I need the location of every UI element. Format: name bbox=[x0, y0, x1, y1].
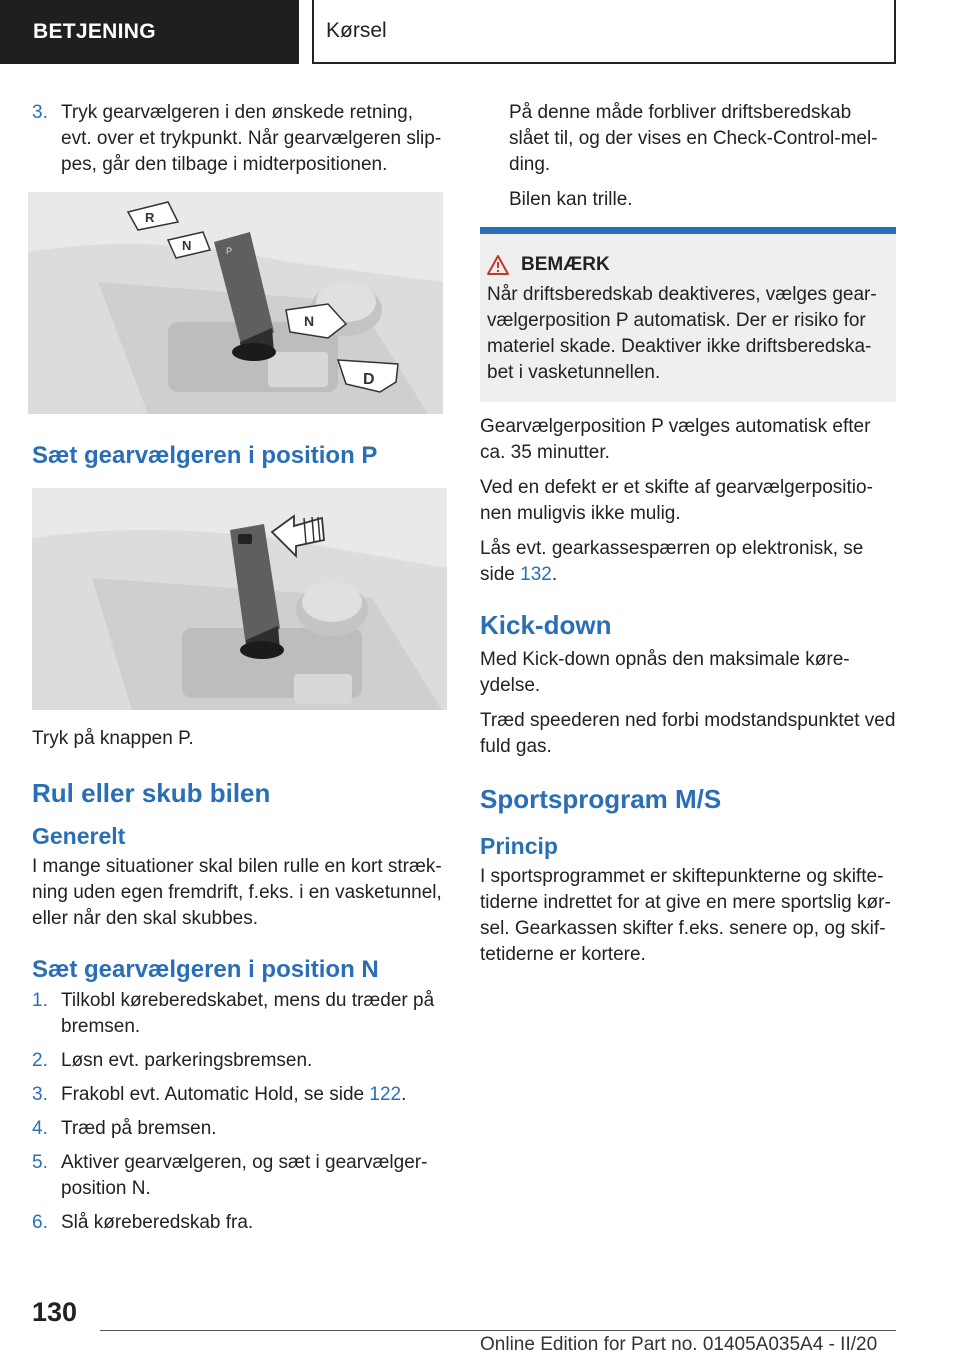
note-header bbox=[487, 254, 889, 276]
step-text-end: . bbox=[401, 1084, 407, 1105]
step-number: 3. bbox=[32, 102, 48, 123]
arrow-label-d: D bbox=[363, 371, 375, 388]
page-link-132[interactable]: 132 bbox=[520, 564, 552, 585]
step-list-n bbox=[32, 988, 447, 1236]
list-item bbox=[32, 100, 447, 178]
paragraph: I sportsprogrammet er skiftepunkterne og skiftetiderne indrettet for at give en mere sportslig kørsel. Gearkassen skifter f.eks. senere op, og skiftetiderne er kortere. bbox=[480, 866, 891, 965]
step-number: 5. bbox=[32, 1152, 48, 1173]
section-title: BETJENING bbox=[33, 20, 156, 43]
step-text: Tryk gearvælgeren i den ønskede retning, evt. over et trykpunkt. Når gearvælgeren slippes, går den tilbage i midterpositionen. bbox=[61, 102, 442, 175]
warning-icon bbox=[487, 255, 509, 275]
step-number: 6. bbox=[32, 1212, 48, 1233]
list-item bbox=[32, 1210, 447, 1236]
list-item bbox=[32, 1082, 447, 1108]
step-text: Slå køreberedskab fra. bbox=[61, 1212, 254, 1233]
step-text: Tilkobl køreberedskabet, mens du træder på bremsen. bbox=[61, 990, 435, 1037]
continued-step-text bbox=[480, 100, 896, 213]
right-column bbox=[480, 100, 896, 977]
step-text: Aktiver gearvælgeren, og sæt i gearvælgerposition N. bbox=[61, 1152, 428, 1199]
paragraph: Ved en defekt er et skifte af gearvælgerpositionen muligvis ikke mulig. bbox=[480, 477, 873, 524]
left-column bbox=[32, 100, 447, 1244]
heading-sport-program: Sportsprogram M/S bbox=[480, 784, 722, 814]
gear-label-p: P bbox=[226, 246, 233, 256]
paragraph: Med Kick-down opnås den maksimale køreydelse. bbox=[480, 649, 850, 696]
note-title: BEMÆRK bbox=[521, 254, 610, 275]
step-text: Træd på bremsen. bbox=[61, 1118, 217, 1139]
chapter-title: Kørsel bbox=[326, 19, 387, 42]
chapter-tab bbox=[312, 0, 896, 64]
press-p-text: Tryk på knappen P. bbox=[32, 728, 194, 749]
paragraph-text: Lås evt. gearkassespærren op elektronisk, se side bbox=[480, 538, 864, 585]
heading-roll-push: Rul eller skub bilen bbox=[32, 778, 271, 808]
general-text: I mange situationer skal bilen rulle en kort strækning uden egen fremdrift, f.eks. i en vasketunnel, eller når den skal skubbes. bbox=[32, 856, 442, 929]
step-number: 2. bbox=[32, 1050, 48, 1071]
step-list-continued bbox=[32, 100, 447, 178]
step-number: 3. bbox=[32, 1084, 48, 1105]
step-number: 1. bbox=[32, 990, 48, 1011]
section-tab bbox=[0, 0, 299, 64]
step-text: Frakobl evt. Automatic Hold, se side bbox=[61, 1084, 370, 1105]
arrow-label-r: R bbox=[145, 210, 155, 225]
heading-principle: Princip bbox=[480, 833, 558, 859]
heading-position-n: Sæt gearvælgeren i position N bbox=[32, 956, 379, 983]
gear-selector-illustration-directions bbox=[28, 192, 443, 414]
arrow-label-n-bottom: N bbox=[304, 313, 315, 329]
list-item bbox=[32, 988, 447, 1040]
note-text: Når driftsberedskab deaktiveres, vælges gearvælgerposition P automatisk. Der er risiko for materiel skade. Deaktiver ikke driftsberedskabet i vasketunnellen. bbox=[487, 284, 877, 383]
caution-note bbox=[480, 227, 896, 402]
paragraph: På denne måde forbliver driftsberedskab slået til, og der vises en Check-Control-melding. bbox=[509, 102, 878, 175]
paragraph: Gearvælgerposition P vælges automatisk efter ca. 35 minutter. bbox=[480, 416, 871, 463]
page-number: 130 bbox=[32, 1297, 78, 1327]
list-item bbox=[32, 1150, 447, 1202]
arrow-label-n-top: N bbox=[182, 238, 192, 253]
edition-text: Online Edition for Part no. 01405A035A4 - II/20 bbox=[480, 1334, 878, 1355]
heading-general: Generelt bbox=[32, 823, 126, 849]
paragraph: Bilen kan trille. bbox=[509, 189, 633, 210]
list-item bbox=[32, 1116, 447, 1142]
page-link-122[interactable]: 122 bbox=[369, 1084, 402, 1105]
paragraph bbox=[480, 536, 896, 588]
footer-divider bbox=[100, 1330, 896, 1331]
gear-selector-illustration-p-button bbox=[32, 488, 447, 710]
paragraph-end: . bbox=[551, 564, 558, 585]
heading-kick-down: Kick-down bbox=[480, 610, 612, 640]
gear-selector-image bbox=[28, 192, 443, 414]
heading-position-p: Sæt gearvælgeren i position P bbox=[32, 442, 378, 469]
paragraph: Træd speederen ned forbi modstandspunktet ved fuld gas. bbox=[480, 710, 896, 757]
list-item bbox=[32, 1048, 447, 1074]
step-number: 4. bbox=[32, 1118, 48, 1139]
step-text: Løsn evt. parkeringsbremsen. bbox=[61, 1050, 313, 1071]
gear-selector-p-image bbox=[32, 488, 447, 710]
